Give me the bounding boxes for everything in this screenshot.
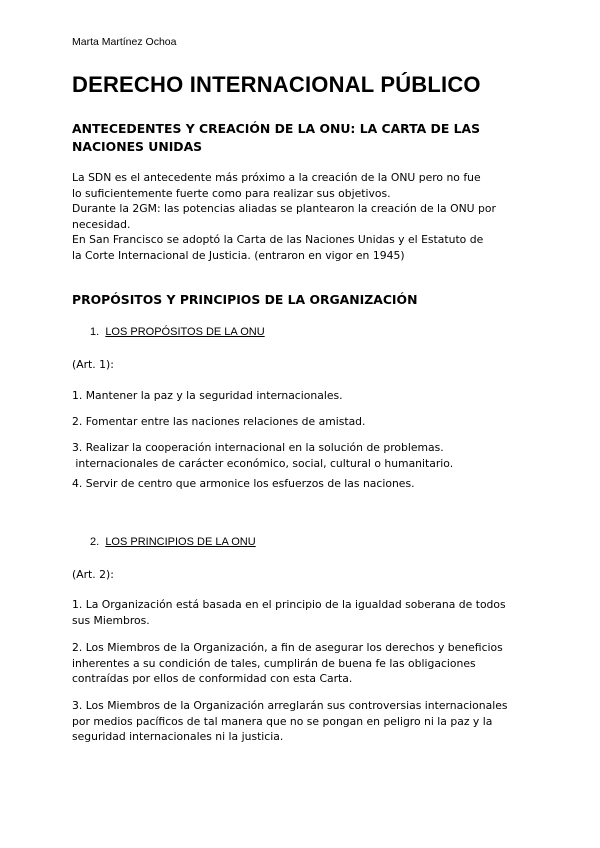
- list-item-line: 2. Los Miembros de la Organización, a fin de asegurar los derechos y beneficios: [72, 641, 503, 654]
- author-name: Marta Martínez Ochoa: [72, 36, 177, 48]
- list-item-line: 1. La Organización está basada en el principio de la igualdad soberana de todos: [72, 598, 506, 611]
- section-heading-antecedentes: [72, 120, 480, 156]
- article-reference: (Art. 1):: [72, 358, 114, 371]
- list-item-line: por medios pacíficos de tal manera que no se pongan en peligro ni la paz y la: [72, 714, 493, 728]
- paragraph-line: necesidad.: [72, 217, 131, 231]
- article-reference: (Art. 2):: [72, 568, 114, 581]
- list-item-line: 3. Los Miembros de la Organización arreglarán sus controversias internacionales: [72, 699, 508, 712]
- list-item: [72, 698, 507, 745]
- paragraph-line: la Corte Internacional de Justicia. (entraron en vigor en 1945): [72, 248, 405, 262]
- list-item-line: contraídas por ellos de conformidad con esta Carta.: [72, 672, 353, 685]
- list-number: 1.: [90, 326, 100, 338]
- list-item: [72, 597, 506, 628]
- list-item: 4. Servir de centro que armonice los esfuerzos de las naciones.: [72, 477, 415, 490]
- list-item: 2. Fomentar entre las naciones relaciones de amistad.: [72, 415, 366, 428]
- list-item-line: seguridad internacionales ni la justicia.: [72, 730, 284, 743]
- subsection-heading-principios: [90, 536, 256, 548]
- list-item-line: internacionales de carácter económico, social, cultural o humanitario.: [72, 456, 454, 470]
- paragraph-line: Durante la 2GM: las potencias aliadas se plantearon la creación de la ONU por: [72, 202, 496, 215]
- list-item: 1. Mantener la paz y la seguridad internacionales.: [72, 389, 343, 402]
- list-item-line: sus Miembros.: [72, 613, 150, 627]
- list-item-line: 3. Realizar la cooperación internacional en la solución de problemas.: [72, 441, 444, 454]
- paragraph-line: lo suficientemente fuerte como para realizar sus objetivos.: [72, 186, 391, 200]
- section-heading-line: NACIONES UNIDAS: [72, 139, 203, 154]
- list-item: [72, 440, 453, 471]
- subsection-title: LOS PRINCIPIOS DE LA ONU: [105, 536, 256, 548]
- list-item-line: inherentes a su condición de tales, cumplirán de buena fe las obligaciones: [72, 656, 476, 670]
- paragraph-line: La SDN es el antecedente más próximo a la creación de la ONU pero no fue: [72, 171, 481, 184]
- list-number: 2.: [90, 536, 100, 548]
- section-paragraph-antecedentes: [72, 170, 496, 263]
- section-heading-line: ANTECEDENTES Y CREACIÓN DE LA ONU: LA CARTA DE LAS: [72, 121, 481, 136]
- subsection-heading-propositos: [90, 326, 265, 338]
- document-title: DERECHO INTERNACIONAL PÚBLICO: [72, 72, 481, 97]
- subsection-title: LOS PROPÓSITOS DE LA ONU: [105, 326, 265, 338]
- list-item: [72, 640, 503, 687]
- section-heading-propositos-principios: PROPÓSITOS Y PRINCIPIOS DE LA ORGANIZACIÓN: [72, 292, 418, 307]
- paragraph-line: En San Francisco se adoptó la Carta de las Naciones Unidas y el Estatuto de: [72, 233, 484, 246]
